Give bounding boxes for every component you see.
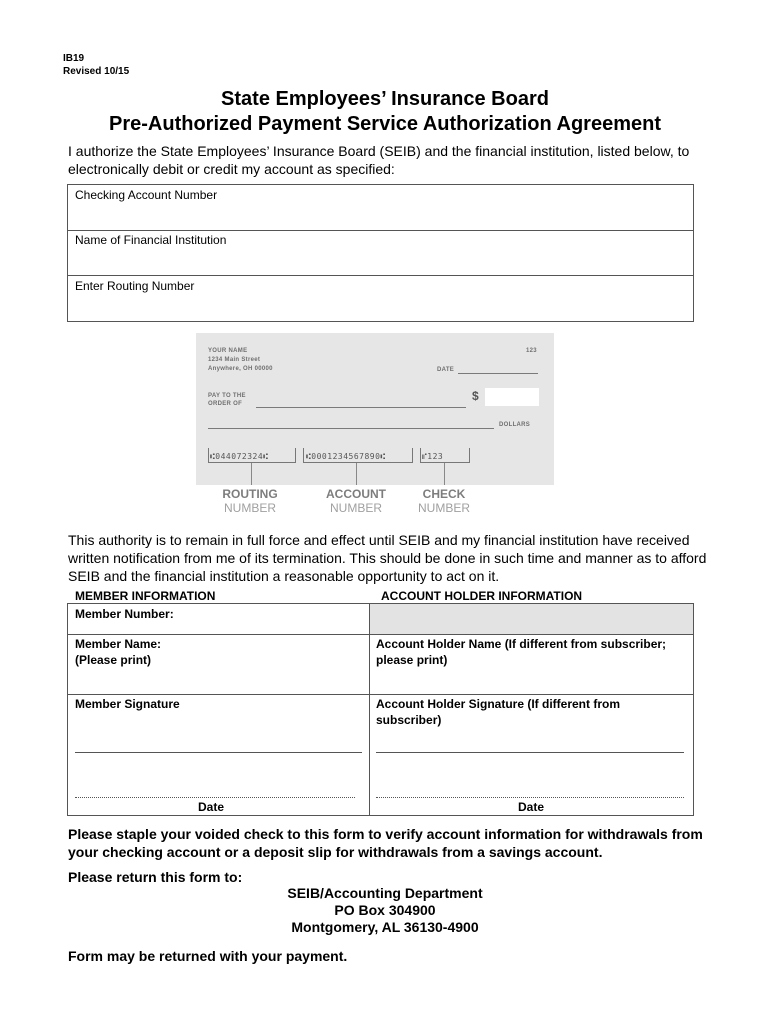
table-row-divider-1 bbox=[68, 634, 693, 635]
member-account-table bbox=[67, 603, 694, 816]
form-number: IB19 bbox=[63, 53, 85, 64]
account-holder-signature-line[interactable] bbox=[376, 752, 684, 753]
member-date-line[interactable] bbox=[75, 797, 355, 798]
form-id-block bbox=[63, 52, 129, 78]
authority-paragraph: This authority is to remain in full force and effect until SEIB and my financial institution have received written notification from me of its termination. This should be done in such time and manner as to afford SEIB and the financial institution a reasonable opportunity to act on it. bbox=[68, 532, 707, 584]
financial-institution-label: Name of Financial Institution bbox=[75, 233, 227, 247]
routing-pointer bbox=[251, 463, 252, 485]
check-pointer bbox=[444, 463, 445, 485]
routing-caption-title: ROUTING bbox=[222, 487, 278, 501]
member-info-heading: MEMBER INFORMATION bbox=[75, 589, 216, 603]
check-name: YOUR NAME bbox=[208, 348, 248, 354]
member-signature-label: Member Signature bbox=[75, 697, 180, 711]
financial-institution-field[interactable] bbox=[68, 230, 693, 276]
check-caption-title: CHECK bbox=[422, 487, 466, 501]
check-number-top: 123 bbox=[526, 348, 537, 354]
table-divider bbox=[369, 604, 370, 815]
form-title: State Employees’ Insurance Board bbox=[221, 88, 549, 110]
address-line-3: Montgomery, AL 36130-4900 bbox=[291, 919, 479, 935]
routing-number-field[interactable] bbox=[68, 276, 693, 320]
check-order-of: ORDER OF bbox=[208, 401, 243, 407]
check-micr-routing: ⑆044072324⑆ bbox=[210, 452, 269, 461]
check-payee-line bbox=[256, 407, 466, 408]
check-date-line bbox=[458, 373, 538, 374]
account-pointer bbox=[356, 463, 357, 485]
account-bracket bbox=[303, 448, 413, 463]
check-amount-words-line bbox=[208, 428, 494, 429]
return-label: Please return this form to: bbox=[68, 869, 243, 885]
staple-instructions: Please staple your voided check to this form to verify account information for withdrawals from your checking account or a deposit slip for withdrawals from a savings account. bbox=[68, 826, 703, 860]
member-date-label: Date bbox=[197, 800, 224, 814]
account-caption-sub: NUMBER bbox=[329, 501, 382, 515]
account-holder-name-field[interactable] bbox=[376, 636, 666, 668]
member-name-hint: (Please print) bbox=[75, 653, 152, 667]
revision-date: Revised 10/15 bbox=[63, 66, 130, 77]
form-subtitle: Pre-Authorized Payment Service Authorization Agreement bbox=[109, 113, 661, 135]
member-name-label: Member Name: bbox=[75, 637, 162, 651]
routing-bracket bbox=[208, 448, 296, 463]
table-row-divider-2 bbox=[68, 694, 693, 695]
check-micr-check: ⑈123 bbox=[422, 452, 444, 461]
check-bracket bbox=[420, 448, 470, 463]
check-dollars-label: DOLLARS bbox=[499, 422, 531, 428]
account-holder-signature-line2: subscriber) bbox=[376, 713, 442, 727]
account-caption bbox=[311, 487, 401, 515]
address-line-1: SEIB/Accounting Department bbox=[287, 885, 483, 901]
member-number-field[interactable] bbox=[68, 604, 369, 634]
check-image bbox=[196, 333, 554, 485]
bank-info-box bbox=[67, 184, 694, 322]
check-dollar-sign: $ bbox=[472, 389, 479, 403]
check-micr-account: ⑆0001234567890⑆ bbox=[306, 452, 386, 461]
checking-account-label: Checking Account Number bbox=[75, 188, 218, 202]
account-holder-name-label: Account Holder Name (If different from subscriber; bbox=[376, 637, 667, 651]
checking-account-field[interactable] bbox=[68, 185, 693, 231]
check-caption-sub: NUMBER bbox=[417, 501, 470, 515]
account-holder-date-line[interactable] bbox=[376, 797, 684, 798]
account-holder-date-label: Date bbox=[517, 800, 544, 814]
routing-number-label: Enter Routing Number bbox=[75, 279, 195, 293]
routing-caption bbox=[210, 487, 290, 515]
check-date-label: DATE bbox=[437, 367, 455, 373]
check-caption bbox=[404, 487, 484, 515]
account-holder-name-hint: please print) bbox=[376, 653, 448, 667]
account-holder-shaded-cell bbox=[370, 604, 693, 634]
account-holder-heading: ACCOUNT HOLDER INFORMATION bbox=[381, 589, 583, 603]
account-holder-signature-label bbox=[376, 696, 620, 728]
check-pay-to: PAY TO THE bbox=[208, 393, 246, 399]
sample-check-illustration bbox=[196, 333, 554, 523]
check-street: 1234 Main Street bbox=[208, 357, 261, 363]
final-note: Form may be returned with your payment. bbox=[68, 948, 348, 964]
member-signature-line[interactable] bbox=[75, 752, 362, 753]
address-line-2: PO Box 304900 bbox=[334, 902, 436, 918]
account-caption-title: ACCOUNT bbox=[326, 487, 386, 501]
account-holder-signature-line1: Account Holder Signature (If different from bbox=[376, 697, 621, 711]
check-city: Anywhere, OH 00000 bbox=[208, 366, 273, 372]
member-name-field[interactable] bbox=[75, 636, 161, 668]
member-number-label: Member Number: bbox=[75, 607, 174, 621]
check-amount-box bbox=[485, 388, 539, 406]
intro-text: I authorize the State Employees’ Insurance Board (SEIB) and the financial institution, listed below, to electronically debit or credit my account as specified: bbox=[68, 143, 690, 177]
routing-caption-sub: NUMBER bbox=[223, 501, 276, 515]
